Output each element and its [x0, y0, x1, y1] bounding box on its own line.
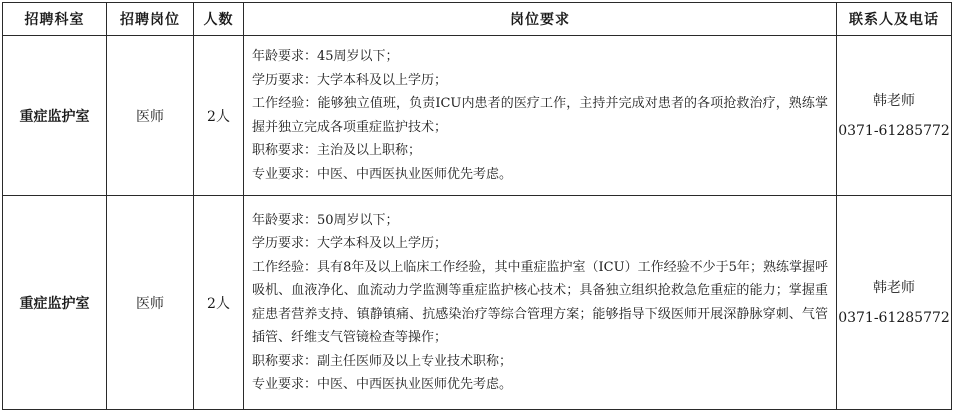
count-cell: 2人	[194, 196, 244, 410]
requirement-line: 职称要求：主治及以上职称；	[252, 143, 422, 158]
requirement-line: 专业要求：中医、中西医执业医师优先考虑。	[252, 377, 513, 392]
count-cell: 2人	[194, 36, 244, 196]
header-dept: 招聘科室	[3, 3, 107, 36]
table-row	[3, 196, 952, 410]
header-requirements: 岗位要求	[244, 3, 837, 36]
table-body	[3, 36, 952, 410]
requirement-line: 学历要求：大学本科及以上学历；	[252, 236, 448, 251]
contact-name: 韩老师	[873, 279, 915, 296]
requirement-line: 专业要求：中医、中西医执业医师优先考虑。	[252, 166, 513, 182]
requirement-line: 工作经验：具有8年及以上临床工作经验，其中重症监护室（ICU）工作经验不少于5年；熟练掌握呼吸机、血液净化、血流动力学监测等重症监护核心技术；具备独立组织抢救急危重症的能力；掌握重症患者营养支持、镇静镇痛、抗感染治疗等综合管理方案；能够指导下级医师开展深静脉穿刺、气管插管、纤维支气管镜检查等操作；	[252, 259, 828, 345]
requirements-cell	[244, 196, 837, 410]
header-count: 人数	[194, 3, 244, 36]
recruitment-table	[2, 2, 952, 410]
position-cell: 医师	[107, 196, 194, 410]
requirement-line: 职称要求：副主任医师及以上专业技术职称；	[252, 353, 513, 369]
contact-phone: 0371-61285772	[838, 122, 950, 139]
header-contact: 联系人及电话	[837, 3, 952, 36]
contact-cell	[837, 36, 952, 196]
dept-cell: 重症监护室	[3, 196, 107, 410]
header-position: 招聘岗位	[107, 3, 194, 36]
position-cell: 医师	[107, 36, 194, 196]
requirement-line: 学历要求：大学本科及以上学历；	[252, 72, 448, 88]
requirements-cell	[244, 36, 837, 196]
contact-cell	[837, 196, 952, 410]
contact-phone: 0371-61285772	[838, 309, 950, 326]
requirement-line: 工作经验：能够独立值班，负责ICU内患者的医疗工作，主持并完成对患者的各项抢救治疗，熟练掌握并独立完成各项重症监护技术；	[252, 96, 828, 135]
contact-name: 韩老师	[873, 92, 915, 109]
table-row	[3, 36, 952, 196]
header-row	[3, 3, 952, 36]
requirement-line: 年龄要求：50周岁以下；	[252, 212, 399, 228]
table-header	[3, 3, 952, 36]
dept-cell: 重症监护室	[3, 36, 107, 196]
requirement-line: 年龄要求：45周岁以下；	[252, 49, 399, 64]
